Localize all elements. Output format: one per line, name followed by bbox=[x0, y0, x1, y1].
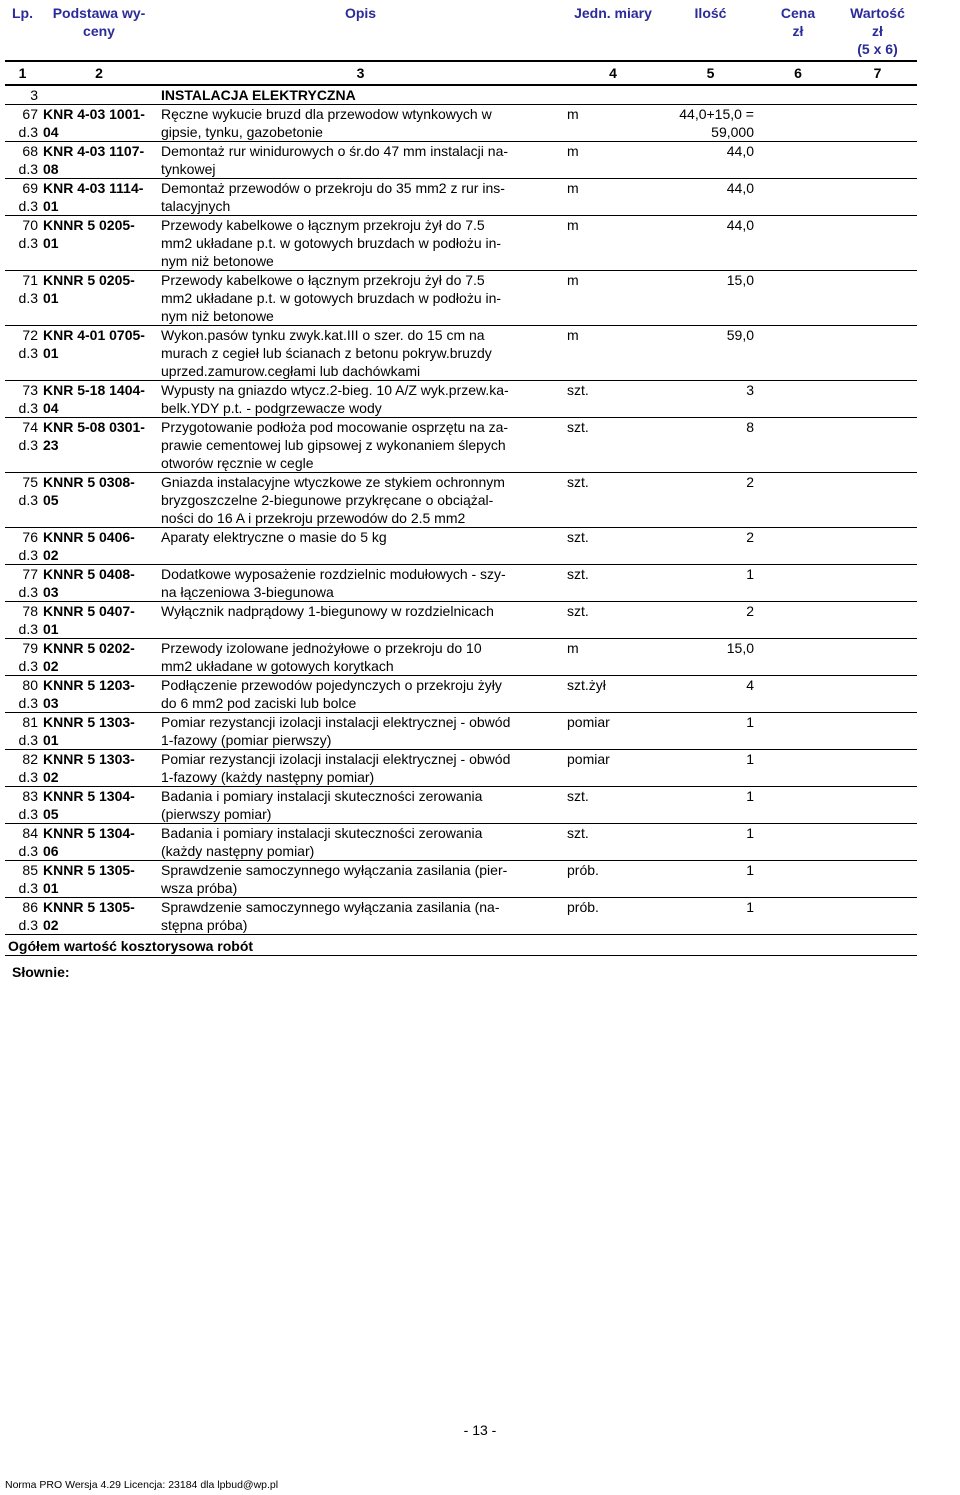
row-unit: szt. bbox=[563, 824, 663, 861]
row-lp: 70 d.3 bbox=[5, 216, 40, 271]
row-unit: prób. bbox=[563, 861, 663, 898]
row-quantity: 44,0 bbox=[663, 142, 758, 179]
row-quantity: 1 bbox=[663, 750, 758, 787]
row-description: Przewody kabelkowe o łącznym przekroju żył do 7.5 mm2 układane p.t. w gotowych bruzdach w podłożu in- nym niż betonowe bbox=[158, 271, 563, 326]
row-description: Pomiar rezystancji izolacji instalacji elektrycznej - obwód 1-fazowy (każdy następny pomiar) bbox=[158, 750, 563, 787]
row-base: KNNR 5 1203- 03 bbox=[40, 676, 158, 713]
row-unit: szt. bbox=[563, 787, 663, 824]
row-unit: szt. bbox=[563, 602, 663, 639]
table-row bbox=[5, 142, 917, 179]
row-base: KNNR 5 0408- 03 bbox=[40, 565, 158, 602]
row-value bbox=[838, 676, 917, 713]
cost-estimate-document bbox=[5, 4, 917, 956]
column-number: 3 bbox=[158, 61, 563, 85]
row-unit: m bbox=[563, 639, 663, 676]
row-price bbox=[758, 787, 838, 824]
header-lp: Lp. bbox=[5, 4, 40, 61]
row-unit: szt. bbox=[563, 381, 663, 418]
row-quantity: 15,0 bbox=[663, 271, 758, 326]
row-value bbox=[838, 105, 917, 142]
row-lp: 67 d.3 bbox=[5, 105, 40, 142]
row-lp: 83 d.3 bbox=[5, 787, 40, 824]
header-quantity: Ilość bbox=[663, 4, 758, 61]
row-value bbox=[838, 750, 917, 787]
row-quantity: 4 bbox=[663, 676, 758, 713]
column-number: 2 bbox=[40, 61, 158, 85]
table-row bbox=[5, 639, 917, 676]
row-unit: m bbox=[563, 271, 663, 326]
row-price bbox=[758, 105, 838, 142]
row-price bbox=[758, 418, 838, 473]
table-row bbox=[5, 179, 917, 216]
row-lp: 84 d.3 bbox=[5, 824, 40, 861]
row-base: KNR 4-03 1001- 04 bbox=[40, 105, 158, 142]
row-unit: prób. bbox=[563, 898, 663, 935]
table-row bbox=[5, 105, 917, 142]
header-base: Podstawa wy- ceny bbox=[40, 4, 158, 61]
row-unit: m bbox=[563, 216, 663, 271]
row-description: Gniazda instalacyjne wtyczkowe ze stykiem ochronnym bryzgoszczelne 2-biegunowe przykręcane o obciążal- ności do 16 A i przekroju przewodów do 2.5 mm2 bbox=[158, 473, 563, 528]
row-lp: 68 d.3 bbox=[5, 142, 40, 179]
table-row bbox=[5, 861, 917, 898]
row-price bbox=[758, 326, 838, 381]
row-value bbox=[838, 565, 917, 602]
row-value bbox=[838, 898, 917, 935]
row-unit: pomiar bbox=[563, 713, 663, 750]
row-quantity: 1 bbox=[663, 787, 758, 824]
row-description: Sprawdzenie samoczynnego wyłączania zasilania (pier- wsza próba) bbox=[158, 861, 563, 898]
header-value: Wartość zł (5 x 6) bbox=[838, 4, 917, 61]
row-description: Wykon.pasów tynku zwyk.kat.III o szer. do 15 cm na murach z cegieł lub ścianach z betonu pokryw.bruzdy uprzed.zamurow.cegłami lub dachówkami bbox=[158, 326, 563, 381]
row-price bbox=[758, 473, 838, 528]
row-lp: 77 d.3 bbox=[5, 565, 40, 602]
cost-estimate-table bbox=[5, 4, 917, 956]
row-base: KNR 4-01 0705- 01 bbox=[40, 326, 158, 381]
row-value bbox=[838, 142, 917, 179]
row-quantity: 59,0 bbox=[663, 326, 758, 381]
row-quantity: 8 bbox=[663, 418, 758, 473]
row-description: Aparaty elektryczne o masie do 5 kg bbox=[158, 528, 563, 565]
page-number: - 13 - bbox=[463, 1422, 497, 1438]
row-description: Pomiar rezystancji izolacji instalacji elektrycznej - obwód 1-fazowy (pomiar pierwszy) bbox=[158, 713, 563, 750]
row-lp: 72 d.3 bbox=[5, 326, 40, 381]
row-price bbox=[758, 381, 838, 418]
table-row bbox=[5, 565, 917, 602]
row-quantity: 1 bbox=[663, 713, 758, 750]
row-price bbox=[758, 750, 838, 787]
row-base: KNNR 5 0406- 02 bbox=[40, 528, 158, 565]
section-title: INSTALACJA ELEKTRYCZNA bbox=[158, 85, 917, 105]
row-price bbox=[758, 824, 838, 861]
row-value bbox=[838, 787, 917, 824]
table-row bbox=[5, 713, 917, 750]
table-header-row bbox=[5, 4, 917, 61]
table-row bbox=[5, 898, 917, 935]
table-row bbox=[5, 271, 917, 326]
table-row bbox=[5, 676, 917, 713]
row-lp: 85 d.3 bbox=[5, 861, 40, 898]
row-price bbox=[758, 898, 838, 935]
column-number: 6 bbox=[758, 61, 838, 85]
row-quantity: 1 bbox=[663, 861, 758, 898]
row-value bbox=[838, 326, 917, 381]
row-quantity: 1 bbox=[663, 824, 758, 861]
section-empty bbox=[40, 85, 158, 105]
row-price bbox=[758, 676, 838, 713]
row-base: KNNR 5 1305- 01 bbox=[40, 861, 158, 898]
row-value bbox=[838, 418, 917, 473]
row-unit: m bbox=[563, 179, 663, 216]
row-quantity: 2 bbox=[663, 473, 758, 528]
table-row bbox=[5, 750, 917, 787]
header-unit: Jedn. miary bbox=[563, 4, 663, 61]
column-number: 7 bbox=[838, 61, 917, 85]
column-number: 5 bbox=[663, 61, 758, 85]
row-value bbox=[838, 528, 917, 565]
row-description: Wyłącznik nadprądowy 1-biegunowy w rozdzielnicach bbox=[158, 602, 563, 639]
row-price bbox=[758, 639, 838, 676]
column-numbers-row bbox=[5, 61, 917, 85]
row-quantity: 44,0 bbox=[663, 216, 758, 271]
row-base: KNNR 5 0202- 02 bbox=[40, 639, 158, 676]
row-price bbox=[758, 713, 838, 750]
table-row bbox=[5, 824, 917, 861]
section-number: 3 bbox=[5, 85, 40, 105]
row-lp: 71 d.3 bbox=[5, 271, 40, 326]
row-quantity: 44,0+15,0 = 59,000 bbox=[663, 105, 758, 142]
row-lp: 78 d.3 bbox=[5, 602, 40, 639]
row-lp: 82 d.3 bbox=[5, 750, 40, 787]
row-price bbox=[758, 528, 838, 565]
row-price bbox=[758, 271, 838, 326]
row-description: Demontaż przewodów o przekroju do 35 mm2 z rur ins- talacyjnych bbox=[158, 179, 563, 216]
row-price bbox=[758, 142, 838, 179]
row-base: KNNR 5 0308- 05 bbox=[40, 473, 158, 528]
footer-license: Norma PRO Wersja 4.29 Licencja: 23184 dla lpbud@wp.pl bbox=[5, 1479, 279, 1491]
row-value bbox=[838, 179, 917, 216]
table-row bbox=[5, 473, 917, 528]
row-quantity: 44,0 bbox=[663, 179, 758, 216]
row-base: KNNR 5 1305- 02 bbox=[40, 898, 158, 935]
row-description: Podłączenie przewodów pojedynczych o przekroju żyły do 6 mm2 pod zaciski lub bolce bbox=[158, 676, 563, 713]
section-row bbox=[5, 85, 917, 105]
row-unit: szt.żył bbox=[563, 676, 663, 713]
row-base: KNR 5-18 1404- 04 bbox=[40, 381, 158, 418]
row-base: KNNR 5 1303- 02 bbox=[40, 750, 158, 787]
row-description: Przewody kabelkowe o łącznym przekroju żył do 7.5 mm2 układane p.t. w gotowych bruzdach w podłożu in- nym niż betonowe bbox=[158, 216, 563, 271]
row-lp: 73 d.3 bbox=[5, 381, 40, 418]
row-lp: 79 d.3 bbox=[5, 639, 40, 676]
row-description: Badania i pomiary instalacji skuteczności zerowania (pierwszy pomiar) bbox=[158, 787, 563, 824]
row-unit: m bbox=[563, 142, 663, 179]
column-number: 1 bbox=[5, 61, 40, 85]
total-label: Ogółem wartość kosztorysowa robót bbox=[5, 935, 917, 956]
row-unit: szt. bbox=[563, 565, 663, 602]
row-value bbox=[838, 381, 917, 418]
row-base: KNR 5-08 0301- 23 bbox=[40, 418, 158, 473]
table-row bbox=[5, 418, 917, 473]
row-base: KNNR 5 1303- 01 bbox=[40, 713, 158, 750]
row-base: KNNR 5 0205- 01 bbox=[40, 216, 158, 271]
table-row bbox=[5, 528, 917, 565]
row-price bbox=[758, 861, 838, 898]
row-description: Ręczne wykucie bruzd dla przewodow wtynkowych w gipsie, tynku, gazobetonie bbox=[158, 105, 563, 142]
row-value bbox=[838, 473, 917, 528]
row-unit: szt. bbox=[563, 528, 663, 565]
row-lp: 76 d.3 bbox=[5, 528, 40, 565]
row-lp: 69 d.3 bbox=[5, 179, 40, 216]
row-description: Wypusty na gniazdo wtycz.2-bieg. 10 A/Z wyk.przew.ka- belk.YDY p.t. - podgrzewacze wody bbox=[158, 381, 563, 418]
row-value bbox=[838, 824, 917, 861]
row-quantity: 15,0 bbox=[663, 639, 758, 676]
row-description: Przewody izolowane jednożyłowe o przekroju do 10 mm2 układane w gotowych korytkach bbox=[158, 639, 563, 676]
row-lp: 80 d.3 bbox=[5, 676, 40, 713]
row-quantity: 3 bbox=[663, 381, 758, 418]
row-unit: szt. bbox=[563, 418, 663, 473]
row-value bbox=[838, 713, 917, 750]
row-description: Badania i pomiary instalacji skuteczności zerowania (każdy następny pomiar) bbox=[158, 824, 563, 861]
amount-in-words-label: Słownie: bbox=[12, 964, 70, 980]
row-price bbox=[758, 602, 838, 639]
table-row bbox=[5, 326, 917, 381]
table-row bbox=[5, 602, 917, 639]
row-description: Demontaż rur winidurowych o śr.do 47 mm instalacji na- tynkowej bbox=[158, 142, 563, 179]
row-base: KNNR 5 0205- 01 bbox=[40, 271, 158, 326]
row-unit: szt. bbox=[563, 473, 663, 528]
row-base: KNNR 5 1304- 05 bbox=[40, 787, 158, 824]
row-lp: 86 d.3 bbox=[5, 898, 40, 935]
row-base: KNNR 5 1304- 06 bbox=[40, 824, 158, 861]
header-price: Cena zł bbox=[758, 4, 838, 61]
column-number: 4 bbox=[563, 61, 663, 85]
row-base: KNR 4-03 1114- 01 bbox=[40, 179, 158, 216]
row-price bbox=[758, 179, 838, 216]
row-quantity: 1 bbox=[663, 565, 758, 602]
row-unit: m bbox=[563, 105, 663, 142]
row-description: Sprawdzenie samoczynnego wyłączania zasilania (na- stępna próba) bbox=[158, 898, 563, 935]
row-lp: 81 d.3 bbox=[5, 713, 40, 750]
row-quantity: 1 bbox=[663, 898, 758, 935]
row-unit: pomiar bbox=[563, 750, 663, 787]
header-description: Opis bbox=[158, 4, 563, 61]
row-value bbox=[838, 602, 917, 639]
row-unit: m bbox=[563, 326, 663, 381]
row-quantity: 2 bbox=[663, 528, 758, 565]
row-base: KNNR 5 0407- 01 bbox=[40, 602, 158, 639]
items-body bbox=[5, 105, 917, 935]
row-description: Przygotowanie podłoża pod mocowanie osprzętu na za- prawie cementowej lub gipsowej z wykonaniem ślepych otworów ręcznie w cegle bbox=[158, 418, 563, 473]
row-value bbox=[838, 639, 917, 676]
row-lp: 75 d.3 bbox=[5, 473, 40, 528]
table-row bbox=[5, 787, 917, 824]
row-description: Dodatkowe wyposażenie rozdzielnic modułowych - szy- na łączeniowa 3-biegunowa bbox=[158, 565, 563, 602]
total-row bbox=[5, 935, 917, 956]
row-value bbox=[838, 271, 917, 326]
row-value bbox=[838, 216, 917, 271]
table-row bbox=[5, 216, 917, 271]
row-price bbox=[758, 565, 838, 602]
row-lp: 74 d.3 bbox=[5, 418, 40, 473]
row-base: KNR 4-03 1107- 08 bbox=[40, 142, 158, 179]
row-value bbox=[838, 861, 917, 898]
row-price bbox=[758, 216, 838, 271]
row-quantity: 2 bbox=[663, 602, 758, 639]
table-row bbox=[5, 381, 917, 418]
